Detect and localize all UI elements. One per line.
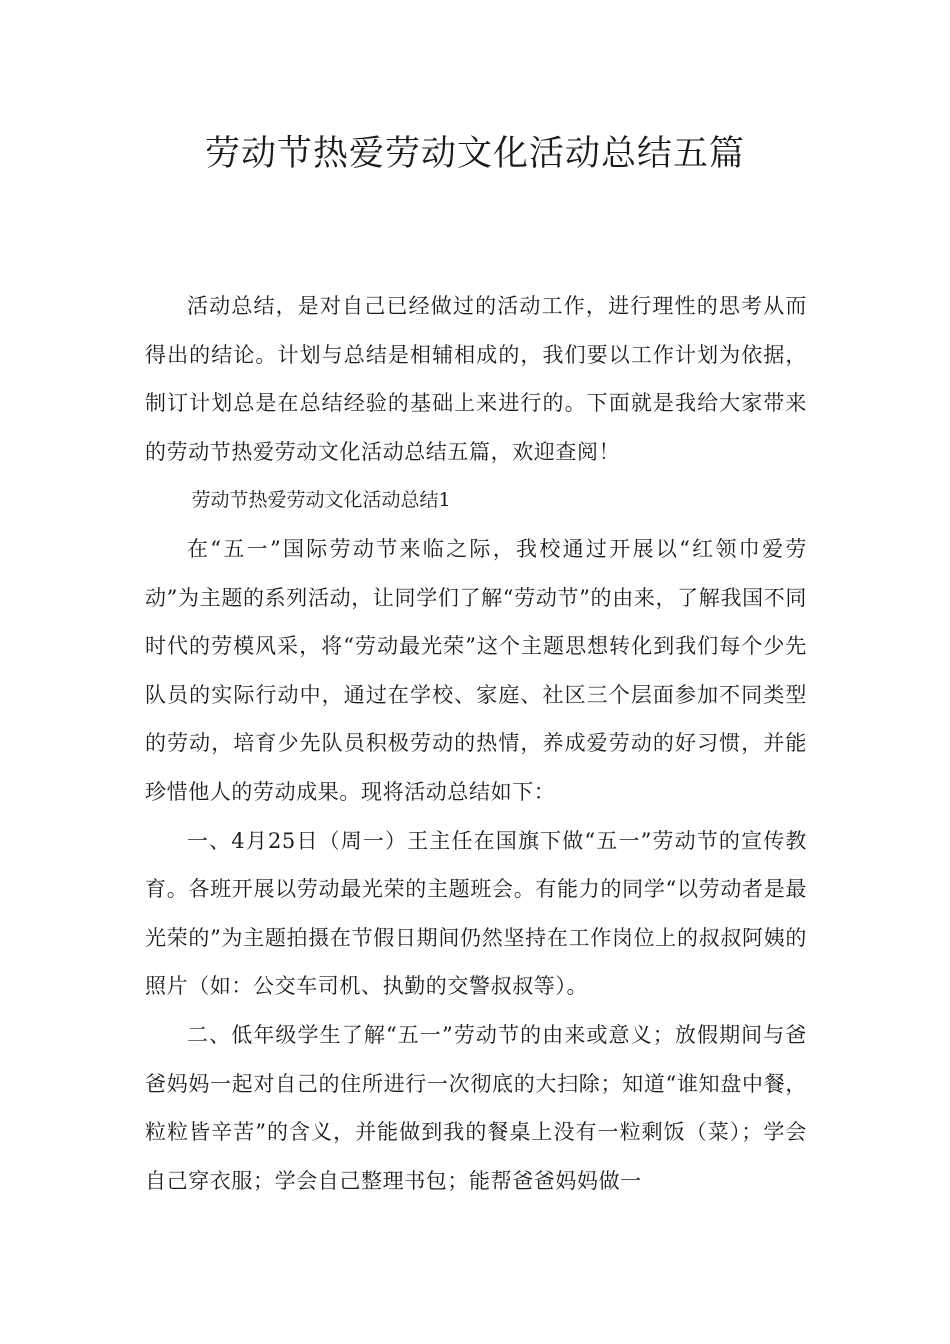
document-title: 劳动节热爱劳动文化活动总结五篇 (204, 134, 745, 174)
body-paragraph: 在“五一”国际劳动节来临之际，我校通过开展以“红领巾爱劳动”为主题的系列活动，让同学们了解“劳动节”的由来，了解我国不同时代的劳模风采，将“劳动最光荣”这个主题思想转化到我们每个少先队员的实际行动中，通过在学校、家庭、社区三个层面参加不同类型的劳动，培育少先队员积极劳动的热情，养成爱劳动的好习惯，并能珍惜他人的劳动成果。现将活动总结如下： (145, 536, 807, 804)
body-paragraph: 二、低年级学生了解“五一”劳动节的由来或意义；放假期间与爸爸妈妈一起对自己的住所进行一次彻底的大扫除；知道“谁知盘中餐，粒粒皆辛苦”的含义，并能做到我的餐桌上没有一粒剩饭（菜）；学会自己穿衣服；学会自己整理书包；能帮爸爸妈妈做一 (145, 1022, 807, 1193)
body-paragraph: 一、4月25日（周一）王主任在国旗下做“五一”劳动节的宣传教育。各班开展以劳动最光荣的主题班会。有能力的同学“以劳动者是最光荣的”为主题拍摄在节假日期间仍然坚持在工作岗位上的叔叔阿姨的照片（如：公交车司机、执勤的交警叔叔等）。 (145, 828, 807, 999)
section-heading: 劳动节热爱劳动文化活动总结1 (191, 489, 451, 512)
document-body (145, 282, 807, 1205)
intro-paragraph: 活动总结，是对自己已经做过的活动工作，进行理性的思考从而得出的结论。计划与总结是相辅相成的，我们要以工作计划为依据，制订计划总是在总结经验的基础上来进行的。下面就是我给大家带来的劳动节热爱劳动文化活动总结五篇，欢迎查阅！ (145, 294, 807, 464)
